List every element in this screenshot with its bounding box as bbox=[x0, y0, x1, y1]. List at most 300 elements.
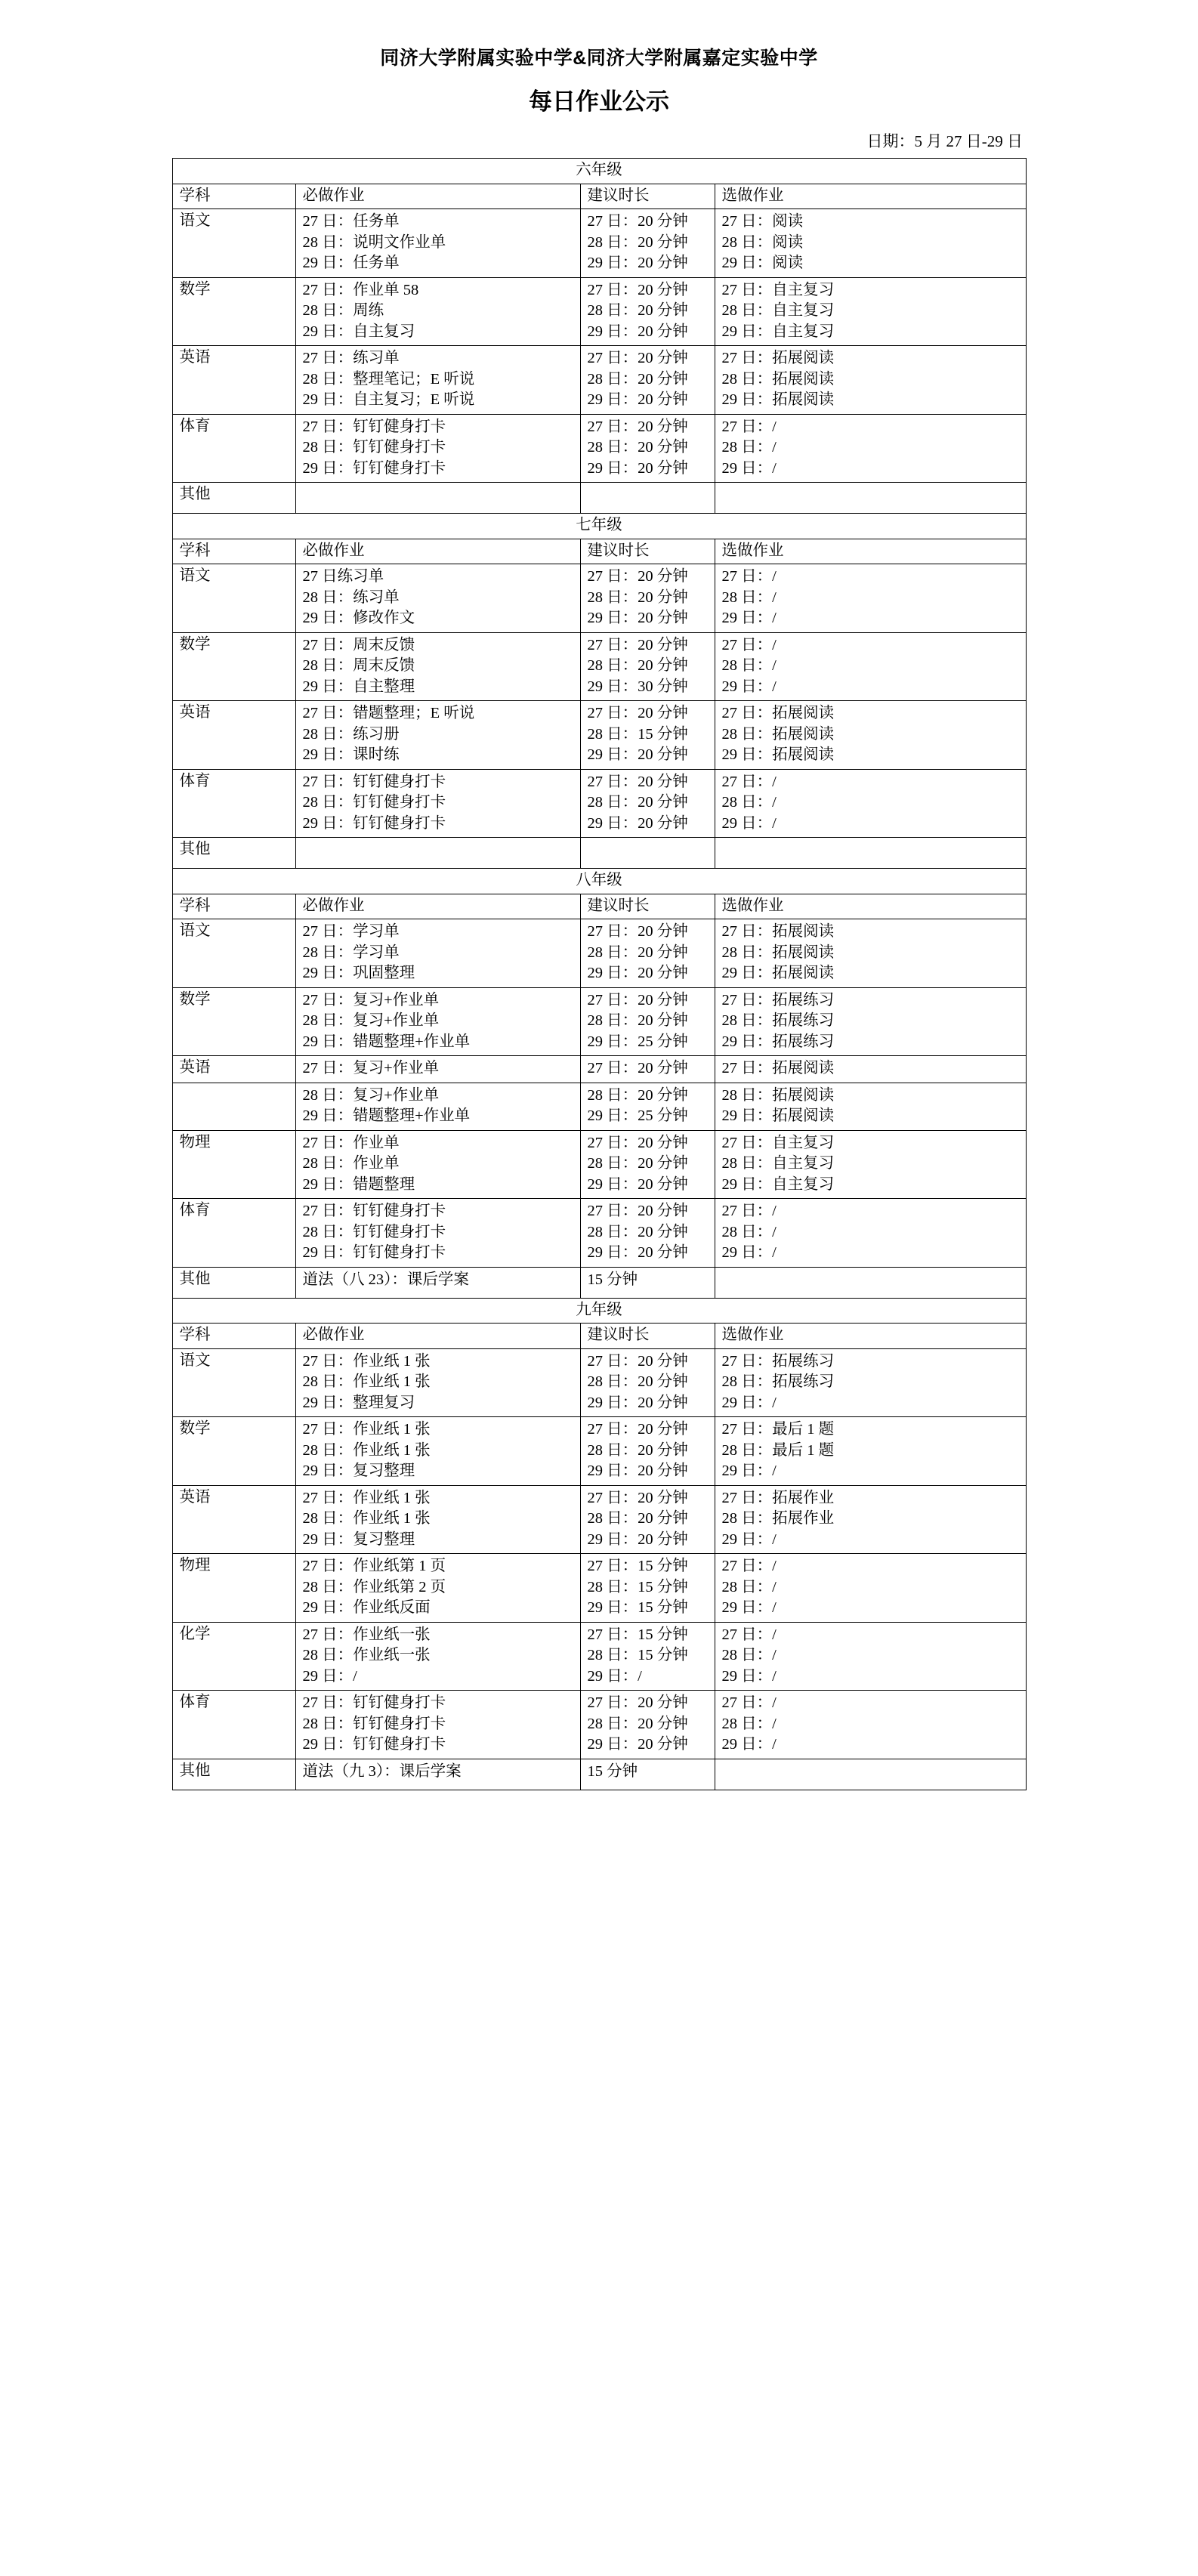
cell-line: 28 日：20 分钟 bbox=[587, 233, 688, 251]
suggested-duration-cell bbox=[580, 1267, 715, 1298]
optional-homework-cell bbox=[715, 483, 1026, 514]
required-homework-cell bbox=[295, 1622, 580, 1691]
required-homework-cell bbox=[295, 1130, 580, 1199]
suggested-duration-cell bbox=[580, 277, 715, 346]
cell-line: 29 日：20 分钟 bbox=[587, 1394, 688, 1411]
cell-line: 28 日：钉钉健身打卡 bbox=[302, 794, 446, 811]
grade-title: 七年级 bbox=[172, 514, 1026, 539]
table-row bbox=[172, 838, 1026, 869]
cell-line: 29 日：20 分钟 bbox=[587, 323, 688, 340]
required-homework-cell bbox=[295, 1554, 580, 1623]
optional-homework-cell bbox=[715, 1056, 1026, 1083]
cell-line: 28 日：20 分钟 bbox=[587, 1510, 688, 1527]
subject-label: 英语 bbox=[172, 701, 295, 770]
cell-line: 27 日：20 分钟 bbox=[587, 923, 688, 941]
cell-line: 28 日：自主复习 bbox=[721, 1155, 835, 1172]
table-row bbox=[172, 701, 1026, 770]
cell-line: 28 日：20 分钟 bbox=[587, 1441, 688, 1459]
cell-line: 27 日：任务单 bbox=[302, 213, 400, 230]
cell-line: 27 日：复习+作业单 bbox=[302, 991, 440, 1008]
cell-line: 28 日：20 分钟 bbox=[587, 302, 688, 320]
cell-line: 28 日：复习+作业单 bbox=[302, 1012, 440, 1030]
cell-line: 28 日：自主复习 bbox=[721, 302, 835, 320]
cell-line: 29 日：拓展阅读 bbox=[721, 1107, 835, 1125]
cell-line: 28 日：/ bbox=[721, 1223, 777, 1240]
suggested-duration-cell bbox=[580, 1485, 715, 1554]
optional-homework-cell bbox=[715, 769, 1026, 838]
table-row bbox=[172, 414, 1026, 483]
empty-cell bbox=[722, 486, 1019, 508]
required-homework-cell bbox=[295, 483, 580, 514]
page-title: 每日作业公示 bbox=[529, 88, 669, 115]
cell-line: 29 日：钉钉健身打卡 bbox=[302, 1244, 446, 1262]
cell-line: 27 日：作业纸 1 张 bbox=[302, 1421, 431, 1438]
required-homework-cell bbox=[295, 1485, 580, 1554]
cell-line: 27 日：拓展阅读 bbox=[721, 705, 835, 722]
cell-line: 29 日：25 分钟 bbox=[587, 1033, 688, 1050]
column-header-required: 必做作业 bbox=[295, 184, 580, 209]
grade-title: 六年级 bbox=[172, 159, 1026, 184]
cell-line: 29 日：钉钉健身打卡 bbox=[302, 1736, 446, 1753]
cell-line: 28 日：/ bbox=[721, 588, 777, 606]
column-header-row bbox=[172, 539, 1026, 564]
cell-line: 29 日：15 分钟 bbox=[587, 1599, 688, 1617]
empty-cell bbox=[722, 1763, 1019, 1784]
cell-line: 28 日：20 分钟 bbox=[587, 588, 688, 606]
homework-table bbox=[172, 158, 1027, 1790]
cell-line: 15 分钟 bbox=[587, 1762, 638, 1780]
cell-line: 28 日：20 分钟 bbox=[587, 794, 688, 811]
cell-line: 28 日：20 分钟 bbox=[587, 1715, 688, 1732]
column-header-duration: 建议时长 bbox=[580, 539, 715, 564]
cell-line: 29 日：20 分钟 bbox=[587, 1244, 688, 1262]
cell-line: 29 日：整理复习 bbox=[302, 1394, 415, 1411]
column-header-required: 必做作业 bbox=[295, 1324, 580, 1349]
cell-line: 29 日：30 分钟 bbox=[587, 678, 688, 695]
cell-line: 29 日：自主复习 bbox=[302, 323, 415, 340]
optional-homework-cell bbox=[715, 1622, 1026, 1691]
cell-line: 28 日：拓展阅读 bbox=[721, 1086, 835, 1104]
cell-line: 15 分钟 bbox=[587, 1271, 638, 1288]
empty-cell bbox=[722, 1271, 1019, 1293]
table-row bbox=[172, 483, 1026, 514]
cell-line: 29 日：巩固整理 bbox=[302, 965, 415, 982]
required-homework-cell bbox=[295, 1267, 580, 1298]
cell-line: 27 日：拓展阅读 bbox=[721, 350, 835, 367]
grade-title: 八年级 bbox=[172, 869, 1026, 894]
cell-line: 29 日：/ bbox=[721, 459, 777, 477]
cell-line: 27 日：钉钉健身打卡 bbox=[302, 418, 446, 435]
cell-line: 28 日：周末反馈 bbox=[302, 657, 415, 675]
table-row bbox=[172, 1759, 1026, 1790]
empty-cell bbox=[303, 486, 573, 508]
table-row bbox=[172, 1199, 1026, 1268]
column-header-row bbox=[172, 184, 1026, 209]
cell-line: 27 日：拓展阅读 bbox=[721, 1060, 835, 1077]
subject-label: 其他 bbox=[172, 838, 295, 869]
cell-line: 道法（九 3）：课后学案 bbox=[302, 1762, 462, 1780]
column-header-duration: 建议时长 bbox=[580, 894, 715, 919]
table-row bbox=[172, 564, 1026, 633]
subject-label: 数学 bbox=[172, 1417, 295, 1486]
suggested-duration-cell bbox=[580, 1554, 715, 1623]
table-row bbox=[172, 1267, 1026, 1298]
cell-line: 29 日：/ bbox=[721, 814, 777, 832]
cell-line: 29 日：/ bbox=[721, 1244, 777, 1262]
table-row bbox=[172, 769, 1026, 838]
optional-homework-cell bbox=[715, 1554, 1026, 1623]
school-name-heading: 同济大学附属实验中学&同济大学附属嘉定实验中学 bbox=[380, 48, 818, 69]
required-homework-cell bbox=[295, 277, 580, 346]
grade-header-row bbox=[172, 514, 1026, 539]
subject-label: 物理 bbox=[172, 1130, 295, 1199]
cell-line: 28 日：练习册 bbox=[302, 725, 400, 743]
cell-line: 29 日：/ bbox=[721, 1599, 777, 1617]
optional-homework-cell bbox=[715, 919, 1026, 988]
cell-line: 29 日：/ bbox=[721, 1394, 777, 1411]
table-row bbox=[172, 209, 1026, 278]
cell-line: 29 日：错题整理 bbox=[302, 1175, 415, 1193]
cell-line: 28 日：作业纸 1 张 bbox=[302, 1441, 431, 1459]
cell-line: 28 日：15 分钟 bbox=[587, 1647, 688, 1664]
required-homework-cell bbox=[295, 1417, 580, 1486]
cell-line: 28 日：作业纸第 2 页 bbox=[302, 1578, 446, 1595]
cell-line: 27 日：20 分钟 bbox=[587, 1694, 688, 1712]
cell-line: 29 日：修改作文 bbox=[302, 610, 415, 627]
cell-line: 28 日：15 分钟 bbox=[587, 725, 688, 743]
suggested-duration-cell bbox=[580, 1083, 715, 1130]
column-header-optional: 选做作业 bbox=[715, 184, 1026, 209]
cell-line: 27 日：作业单 bbox=[302, 1134, 400, 1151]
cell-line: 27 日：钉钉健身打卡 bbox=[302, 1203, 446, 1220]
cell-line: 29 日：20 分钟 bbox=[587, 459, 688, 477]
column-header-row bbox=[172, 894, 1026, 919]
table-row bbox=[172, 632, 1026, 701]
column-header-subject: 学科 bbox=[172, 184, 295, 209]
cell-line: 29 日：拓展练习 bbox=[721, 1033, 835, 1050]
cell-line: 27 日：复习+作业单 bbox=[302, 1060, 440, 1077]
cell-line: 29 日：自主整理 bbox=[302, 678, 415, 695]
subject-label: 其他 bbox=[172, 1267, 295, 1298]
optional-homework-cell bbox=[715, 1759, 1026, 1790]
optional-homework-cell bbox=[715, 209, 1026, 278]
cell-line: 28 日：钉钉健身打卡 bbox=[302, 439, 446, 456]
suggested-duration-cell bbox=[580, 1417, 715, 1486]
required-homework-cell bbox=[295, 414, 580, 483]
cell-line: 29 日：20 分钟 bbox=[587, 255, 688, 272]
subject-label: 语文 bbox=[172, 564, 295, 633]
subject-label: 语文 bbox=[172, 919, 295, 988]
cell-line: 28 日：说明文作业单 bbox=[302, 233, 446, 251]
cell-line: 28 日：拓展练习 bbox=[721, 1012, 835, 1030]
cell-line: 27 日：20 分钟 bbox=[587, 1203, 688, 1220]
cell-line: 28 日：作业纸 1 张 bbox=[302, 1373, 431, 1391]
cell-line: 28 日：作业单 bbox=[302, 1155, 400, 1172]
grade-title: 九年级 bbox=[172, 1298, 1026, 1324]
empty-cell bbox=[303, 842, 573, 863]
grade-header-row bbox=[172, 1298, 1026, 1324]
date-range-label: 日期：5 月 27 日-29 日 bbox=[866, 132, 1023, 151]
optional-homework-cell bbox=[715, 1130, 1026, 1199]
cell-line: 28 日：整理笔记；E 听说 bbox=[302, 370, 475, 388]
cell-line: 28 日：/ bbox=[721, 794, 777, 811]
subject-label: 体育 bbox=[172, 1691, 295, 1759]
cell-line: 27 日：/ bbox=[721, 1694, 777, 1712]
cell-line: 27 日：15 分钟 bbox=[587, 1626, 688, 1643]
cell-line: 29 日：/ bbox=[721, 678, 777, 695]
suggested-duration-cell bbox=[580, 346, 715, 415]
cell-line: 27 日：/ bbox=[721, 568, 777, 585]
cell-line: 27 日：作业纸一张 bbox=[302, 1626, 431, 1643]
cell-line: 27 日：/ bbox=[721, 636, 777, 653]
cell-line: 28 日：20 分钟 bbox=[587, 1223, 688, 1240]
cell-line: 29 日：/ bbox=[302, 1667, 357, 1685]
cell-line: 28 日：拓展作业 bbox=[721, 1510, 835, 1527]
cell-line: 27 日：阅读 bbox=[721, 213, 804, 230]
cell-line: 28 日：20 分钟 bbox=[587, 657, 688, 675]
cell-line: 27 日：/ bbox=[721, 773, 777, 790]
suggested-duration-cell bbox=[580, 1691, 715, 1759]
subject-label: 数学 bbox=[172, 987, 295, 1056]
subject-label: 语文 bbox=[172, 1348, 295, 1417]
table-row bbox=[172, 1130, 1026, 1199]
cell-line: 29 日：20 分钟 bbox=[587, 1736, 688, 1753]
cell-line: 27 日：钉钉健身打卡 bbox=[302, 773, 446, 790]
grade-header-row bbox=[172, 869, 1026, 894]
cell-line: 29 日：20 分钟 bbox=[587, 610, 688, 627]
table-row bbox=[172, 277, 1026, 346]
cell-line: 27 日：练习单 bbox=[302, 350, 400, 367]
optional-homework-cell bbox=[715, 838, 1026, 869]
cell-line: 27 日：拓展练习 bbox=[721, 991, 835, 1008]
subject-label: 物理 bbox=[172, 1554, 295, 1623]
cell-line: 27 日：拓展作业 bbox=[721, 1489, 835, 1506]
required-homework-cell bbox=[295, 701, 580, 770]
column-header-duration: 建议时长 bbox=[580, 1324, 715, 1349]
cell-line: 29 日：/ bbox=[721, 1667, 777, 1685]
required-homework-cell bbox=[295, 346, 580, 415]
cell-line: 27 日：最后 1 题 bbox=[721, 1421, 835, 1438]
subject-label: 体育 bbox=[172, 414, 295, 483]
cell-line: 27 日：20 分钟 bbox=[587, 773, 688, 790]
suggested-duration-cell bbox=[580, 483, 715, 514]
required-homework-cell bbox=[295, 1691, 580, 1759]
suggested-duration-cell bbox=[580, 632, 715, 701]
cell-line: 29 日：20 分钟 bbox=[587, 814, 688, 832]
table-row bbox=[172, 1691, 1026, 1759]
cell-line: 28 日：20 分钟 bbox=[587, 1086, 688, 1104]
column-header-optional: 选做作业 bbox=[715, 1324, 1026, 1349]
subject-label: 英语 bbox=[172, 346, 295, 415]
cell-line: 27 日：20 分钟 bbox=[587, 1060, 688, 1077]
suggested-duration-cell bbox=[580, 1759, 715, 1790]
suggested-duration-cell bbox=[580, 701, 715, 770]
suggested-duration-cell bbox=[580, 209, 715, 278]
optional-homework-cell bbox=[715, 1485, 1026, 1554]
optional-homework-cell bbox=[715, 1691, 1026, 1759]
cell-line: 28 日：/ bbox=[721, 657, 777, 675]
date-line-container bbox=[172, 116, 1026, 158]
required-homework-cell bbox=[295, 1056, 580, 1083]
subject-label: 体育 bbox=[172, 769, 295, 838]
cell-line: 29 日：钉钉健身打卡 bbox=[302, 459, 446, 477]
suggested-duration-cell bbox=[580, 414, 715, 483]
cell-line: 27 日：20 分钟 bbox=[587, 1421, 688, 1438]
cell-line: 27 日：20 分钟 bbox=[587, 213, 688, 230]
table-row bbox=[172, 1083, 1026, 1130]
optional-homework-cell bbox=[715, 1199, 1026, 1268]
required-homework-cell bbox=[295, 769, 580, 838]
cell-line: 29 日：自主复习 bbox=[721, 1175, 835, 1193]
subject-label: 语文 bbox=[172, 209, 295, 278]
optional-homework-cell bbox=[715, 701, 1026, 770]
cell-line: 28 日：钉钉健身打卡 bbox=[302, 1223, 446, 1240]
optional-homework-cell bbox=[715, 564, 1026, 633]
cell-line: 27 日：拓展阅读 bbox=[721, 923, 835, 941]
cell-line: 29 日：拓展阅读 bbox=[721, 746, 835, 764]
column-header-subject: 学科 bbox=[172, 894, 295, 919]
cell-line: 27 日：/ bbox=[721, 1558, 777, 1575]
table-row bbox=[172, 1056, 1026, 1083]
cell-line: 27 日：20 分钟 bbox=[587, 705, 688, 722]
optional-homework-cell bbox=[715, 1267, 1026, 1298]
suggested-duration-cell bbox=[580, 987, 715, 1056]
cell-line: 28 日：/ bbox=[721, 1715, 777, 1732]
column-header-subject: 学科 bbox=[172, 539, 295, 564]
cell-line: 29 日：课时练 bbox=[302, 746, 400, 764]
subject-label: 其他 bbox=[172, 1759, 295, 1790]
cell-line: 29 日：作业纸反面 bbox=[302, 1599, 431, 1617]
optional-homework-cell bbox=[715, 632, 1026, 701]
suggested-duration-cell bbox=[580, 1130, 715, 1199]
required-homework-cell bbox=[295, 632, 580, 701]
table-row bbox=[172, 1485, 1026, 1554]
cell-line: 28 日：/ bbox=[721, 1647, 777, 1664]
column-header-required: 必做作业 bbox=[295, 539, 580, 564]
cell-line: 27 日：拓展练习 bbox=[721, 1352, 835, 1370]
suggested-duration-cell bbox=[580, 1622, 715, 1691]
optional-homework-cell bbox=[715, 987, 1026, 1056]
suggested-duration-cell bbox=[580, 769, 715, 838]
cell-line: 28 日：拓展阅读 bbox=[721, 370, 835, 388]
suggested-duration-cell bbox=[580, 1199, 715, 1268]
cell-line: 29 日：20 分钟 bbox=[587, 1175, 688, 1193]
cell-line: 28 日：阅读 bbox=[721, 233, 804, 251]
suggested-duration-cell bbox=[580, 919, 715, 988]
required-homework-cell bbox=[295, 209, 580, 278]
cell-line: 29 日：20 分钟 bbox=[587, 1530, 688, 1548]
cell-line: 29 日：错题整理+作业单 bbox=[302, 1107, 471, 1125]
subject-label: 数学 bbox=[172, 277, 295, 346]
cell-line: 28 日：练习单 bbox=[302, 588, 400, 606]
required-homework-cell bbox=[295, 987, 580, 1056]
cell-line: 27 日：15 分钟 bbox=[587, 1558, 688, 1575]
cell-line: 27 日：自主复习 bbox=[721, 1134, 835, 1151]
cell-line: 29 日：20 分钟 bbox=[587, 1463, 688, 1480]
table-row bbox=[172, 1554, 1026, 1623]
cell-line: 28 日：作业纸 1 张 bbox=[302, 1510, 431, 1527]
cell-line: 28 日：20 分钟 bbox=[587, 439, 688, 456]
suggested-duration-cell bbox=[580, 1348, 715, 1417]
subject-label: 其他 bbox=[172, 483, 295, 514]
cell-line: 28 日：15 分钟 bbox=[587, 1578, 688, 1595]
cell-line: 27 日：20 分钟 bbox=[587, 991, 688, 1008]
optional-homework-cell bbox=[715, 346, 1026, 415]
cell-line: 28 日：复习+作业单 bbox=[302, 1086, 440, 1104]
cell-line: 道法（八 23）：课后学案 bbox=[302, 1271, 469, 1288]
subject-label: 数学 bbox=[172, 632, 295, 701]
cell-line: 28 日：拓展阅读 bbox=[721, 944, 835, 961]
cell-line: 27 日：钉钉健身打卡 bbox=[302, 1694, 446, 1712]
cell-line: 27 日：作业纸 1 张 bbox=[302, 1352, 431, 1370]
cell-line: 27 日：自主复习 bbox=[721, 281, 835, 298]
cell-line: 27 日：20 分钟 bbox=[587, 636, 688, 653]
cell-line: 28 日：/ bbox=[721, 439, 777, 456]
cell-line: 27 日：20 分钟 bbox=[587, 1489, 688, 1506]
cell-line: 27 日：20 分钟 bbox=[587, 418, 688, 435]
required-homework-cell bbox=[295, 1083, 580, 1130]
cell-line: 29 日：/ bbox=[721, 1736, 777, 1753]
cell-line: 27 日：作业单 58 bbox=[302, 281, 419, 298]
cell-line: 27 日练习单 bbox=[302, 568, 384, 585]
cell-line: 27 日：/ bbox=[721, 1203, 777, 1220]
cell-line: 29 日：/ bbox=[587, 1667, 642, 1685]
table-row bbox=[172, 919, 1026, 988]
cell-line: 28 日：最后 1 题 bbox=[721, 1441, 835, 1459]
cell-line: 29 日：自主复习；E 听说 bbox=[302, 391, 475, 409]
cell-line: 28 日：学习单 bbox=[302, 944, 400, 961]
cell-line: 29 日：复习整理 bbox=[302, 1463, 415, 1480]
optional-homework-cell bbox=[715, 1083, 1026, 1130]
cell-line: 28 日：20 分钟 bbox=[587, 944, 688, 961]
suggested-duration-cell bbox=[580, 1056, 715, 1083]
cell-line: 29 日：阅读 bbox=[721, 255, 804, 272]
subject-label: 化学 bbox=[172, 1622, 295, 1691]
cell-line: 28 日：20 分钟 bbox=[587, 370, 688, 388]
cell-line: 28 日：拓展练习 bbox=[721, 1373, 835, 1391]
table-row bbox=[172, 346, 1026, 415]
cell-line: 28 日：/ bbox=[721, 1578, 777, 1595]
cell-line: 27 日：作业纸第 1 页 bbox=[302, 1558, 446, 1575]
grade-header-row bbox=[172, 159, 1026, 184]
cell-line: 29 日：自主复习 bbox=[721, 323, 835, 340]
cell-line: 28 日：作业纸一张 bbox=[302, 1647, 431, 1664]
optional-homework-cell bbox=[715, 1417, 1026, 1486]
cell-line: 28 日：拓展阅读 bbox=[721, 725, 835, 743]
cell-line: 28 日：20 分钟 bbox=[587, 1155, 688, 1172]
column-header-duration: 建议时长 bbox=[580, 184, 715, 209]
column-header-required: 必做作业 bbox=[295, 894, 580, 919]
cell-line: 29 日：复习整理 bbox=[302, 1530, 415, 1548]
cell-line: 28 日：20 分钟 bbox=[587, 1012, 688, 1030]
required-homework-cell bbox=[295, 1348, 580, 1417]
cell-line: 29 日：25 分钟 bbox=[587, 1107, 688, 1125]
empty-cell bbox=[588, 486, 708, 508]
empty-cell bbox=[722, 842, 1019, 863]
cell-line: 27 日：周末反馈 bbox=[302, 636, 415, 653]
cell-line: 27 日：/ bbox=[721, 1626, 777, 1643]
cell-line: 29 日：任务单 bbox=[302, 255, 400, 272]
optional-homework-cell bbox=[715, 277, 1026, 346]
required-homework-cell bbox=[295, 1199, 580, 1268]
column-header-subject: 学科 bbox=[172, 1324, 295, 1349]
cell-line: 27 日：20 分钟 bbox=[587, 281, 688, 298]
cell-line: 29 日：拓展阅读 bbox=[721, 965, 835, 982]
column-header-row bbox=[172, 1324, 1026, 1349]
cell-line: 28 日：20 分钟 bbox=[587, 1373, 688, 1391]
table-row bbox=[172, 1348, 1026, 1417]
cell-line: 29 日：钉钉健身打卡 bbox=[302, 814, 446, 832]
